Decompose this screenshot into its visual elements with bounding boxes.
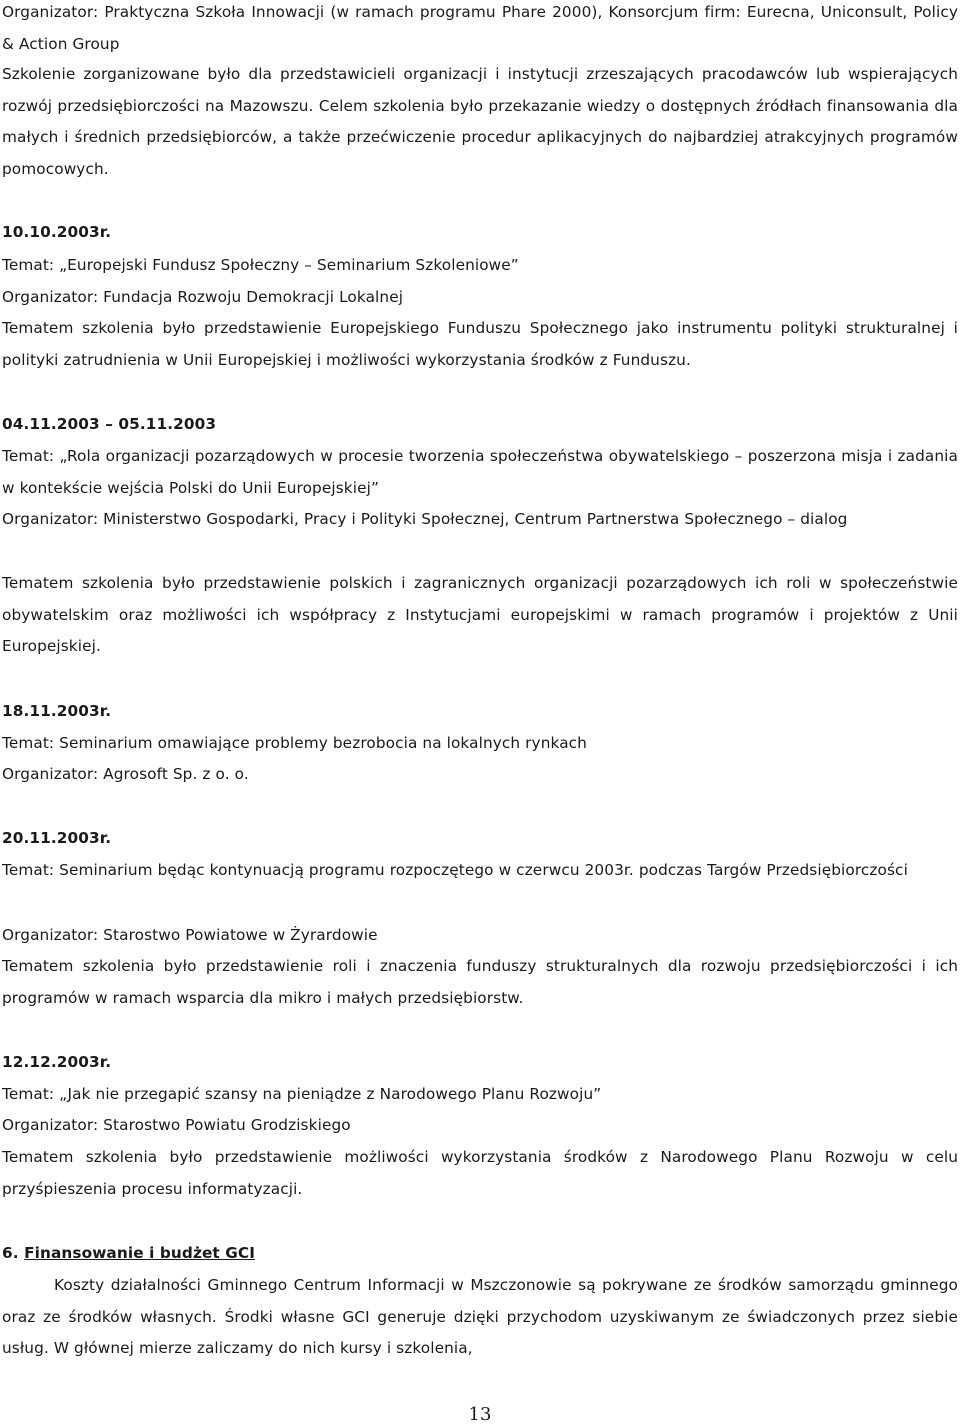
entry-topic: Temat: Seminarium omawiające problemy bezrobocia na lokalnych rynkach bbox=[2, 734, 587, 752]
entry-topic: Temat: Seminarium będąc kontynuacją programu rozpoczętego w czerwcu 2003r. podczas Targów Przedsiębiorczości bbox=[2, 861, 908, 879]
entry-organizer: Organizator: Starostwo Powiatowe w Żyrardowie bbox=[2, 926, 378, 944]
entry-date: 18.11.2003r. bbox=[2, 702, 112, 720]
entry-organizer: Organizator: Ministerstwo Gospodarki, Pracy i Polityki Społecznej, Centrum Partnerstwa Społecznego – dialog bbox=[2, 510, 848, 528]
entry-date: 04.11.2003 – 05.11.2003 bbox=[2, 415, 217, 433]
entry-description: Tematem szkolenia było przedstawienie polskich i zagranicznych organizacji pozarządowych ich roli w społeczeństwie obywatelskim oraz możliwości ich współpracy z Instytucjami europejskimi w ramach programów i projektów z Unii Europejskiej. bbox=[2, 574, 958, 656]
entry-topic: Temat: „Rola organizacji pozarządowych w procesie tworzenia społeczeństwa obywatelskiego – poszerzona misja i zadania w kontekście wejścia Polski do Unii Europejskiej” bbox=[2, 447, 958, 497]
entry-description: Tematem szkolenia było przedstawienie roli i znaczenia funduszy strukturalnych dla rozwoju przedsiębiorczości i ich programów w ramach wsparcia dla mikro i małych przedsiębiorstw. bbox=[2, 957, 958, 1007]
training-description: Szkolenie zorganizowane było dla przedstawicieli organizacji i instytucji zrzeszających pracodawców lub wspierających rozwój przedsiębiorczości na Mazowszu. Celem szkolenia było przekazanie wiedzy o dostępnych źródłach finansowania dla małych i średnich przedsiębiorców, a także przećwiczenie procedur aplikacyjnych do najbardziej atrakcyjnych programów pomocowych. bbox=[2, 65, 958, 178]
entry-organizer: Organizator: Fundacja Rozwoju Demokracji Lokalnej bbox=[2, 288, 404, 306]
entry-topic: Temat: „Jak nie przegapić szansy na pieniądze z Narodowego Planu Rozwoju” bbox=[2, 1085, 602, 1103]
organizer-line: Organizator: Praktyczna Szkoła Innowacji (w ramach programu Phare 2000), Konsorcjum firm: Eurecna, Uniconsult, Policy & Action Group bbox=[2, 3, 958, 53]
entry-organizer: Organizator: Starostwo Powiatu Grodziskiego bbox=[2, 1116, 351, 1134]
entry-description: Tematem szkolenia było przedstawienie Europejskiego Funduszu Społecznego jako instrumentu polityki strukturalnej i polityki zatrudnienia w Unii Europejskiej i możliwości wykorzystania środków z Funduszu. bbox=[2, 319, 958, 369]
entry-description: Tematem szkolenia było przedstawienie możliwości wykorzystania środków z Narodowego Planu Rozwoju w celu przyśpieszenia procesu informatyzacji. bbox=[2, 1148, 958, 1198]
entry-date: 10.10.2003r. bbox=[2, 223, 112, 241]
section-heading: 6. Finansowanie i budżet GCI bbox=[2, 1244, 256, 1262]
entry-date: 20.11.2003r. bbox=[2, 829, 112, 847]
section-paragraph: Koszty działalności Gminnego Centrum Informacji w Mszczonowie są pokrywane ze środków samorządu gminnego oraz ze środków własnych. Środki własne GCI generuje dzięki przychodom uzyskiwanym ze świadczonych przez siebie usług. W głównej mierze zaliczamy do nich kursy i szkolenia, bbox=[2, 1276, 958, 1358]
entry-date: 12.12.2003r. bbox=[2, 1053, 112, 1071]
page-number: 13 bbox=[468, 1404, 492, 1425]
entry-organizer: Organizator: Agrosoft Sp. z o. o. bbox=[2, 765, 249, 783]
entry-topic: Temat: „Europejski Fundusz Społeczny – Seminarium Szkoleniowe” bbox=[2, 256, 519, 274]
